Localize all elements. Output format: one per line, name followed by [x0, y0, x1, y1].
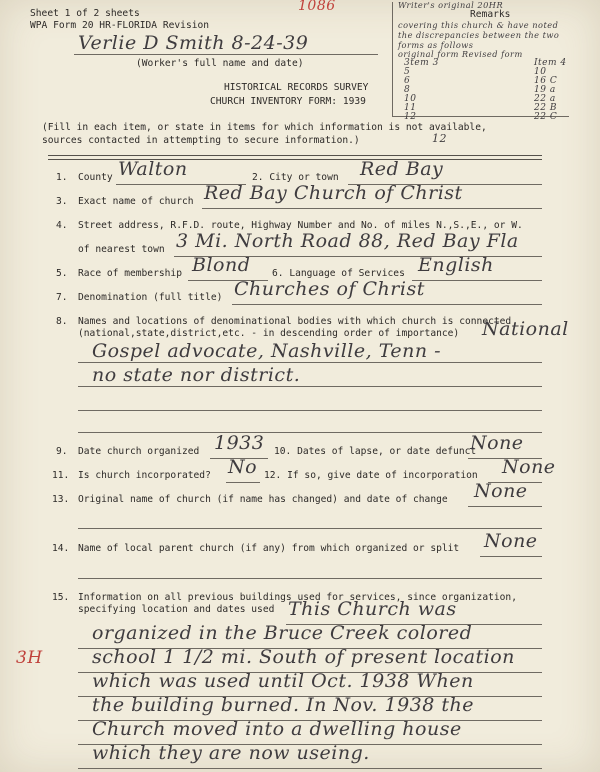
item-13-num: 13. [52, 494, 70, 505]
remarks-label: Remarks [470, 9, 511, 20]
item-14-label: Name of local parent church (if any) from which organized or split [78, 543, 460, 554]
item-8-value-1: National [482, 318, 569, 340]
remarks-pair-original: 12 [404, 112, 417, 122]
remarks-pair-revised: Item 4 [534, 58, 567, 68]
item-14-num: 14. [52, 543, 70, 554]
item-11-value: No [228, 456, 258, 478]
item-3-value: Red Bay Church of Christ [204, 182, 463, 204]
remarks-pair-revised: 22 a [534, 94, 556, 104]
remarks-pair-original: 8 [404, 85, 411, 95]
item-9-label: Date church organized [78, 446, 200, 457]
worker-signature: Verlie D Smith 8-24-39 [78, 32, 309, 54]
form-label: WPA Form 20 HR-FLORIDA Revision [30, 20, 210, 31]
item-8-label: Names and locations of denominational bodies with which church is connected [78, 316, 512, 327]
instructions-line-2: sources contacted in attempting to secure information.) [42, 135, 360, 146]
item-15-line: This Church was [288, 598, 457, 620]
item-3-label: Exact name of church [78, 196, 194, 207]
remarks-note-4: forms as follows [398, 40, 474, 50]
item-7-label: Denomination (full title) [78, 292, 223, 303]
item-7-value: Churches of Christ [234, 278, 425, 300]
item-2-label: 2. City or town [252, 172, 339, 183]
item-1-value: Walton [118, 158, 188, 180]
sheet-label: Sheet 1 of 2 sheets [30, 8, 140, 19]
item-15-line: school 1 1/2 mi. South of present location [92, 646, 515, 668]
item-5-num: 5. [56, 268, 68, 279]
item-15-label: Information on all previous buildings used for services, since organization, [78, 592, 517, 603]
remarks-pair-revised: 10 [534, 67, 547, 77]
instructions-line-1: (Fill in each item, or state in items for which information is not available, [42, 122, 487, 133]
item-6-value: English [418, 254, 494, 276]
remarks-pair-original: 5 [404, 67, 411, 77]
remarks-pair-original: 6 [404, 76, 411, 86]
item-3-num: 3. [56, 196, 68, 207]
item-4-num: 4. [56, 220, 68, 231]
item-8-num: 8. [56, 316, 68, 327]
remarks-note-2: covering this church & have noted [398, 20, 559, 30]
remarks-pair-original: 10 [404, 94, 417, 104]
item-15-line: which they are now useing. [92, 742, 370, 764]
item-10-value: None [470, 432, 524, 454]
item-15-label-2: specifying location and dates used [78, 604, 275, 615]
item-10-label: 10. Dates of lapse, or date defunct [274, 446, 477, 457]
worker-label: (Worker's full name and date) [136, 58, 304, 69]
remarks-note-5: original form Revised form [398, 49, 523, 59]
item-9-value: 1933 [214, 432, 265, 454]
remarks-pair-original: 11 [404, 103, 417, 113]
stamp-number: 1086 [298, 0, 336, 14]
item-6-label: 6. Language of Services [272, 268, 405, 279]
item-8-value-2: Gospel advocate, Nashville, Tenn - [92, 340, 442, 362]
item-8-label-2: (national,state,district,etc. - in descending order of importance) [78, 328, 460, 339]
item-11-num: 11. [52, 470, 70, 481]
remarks-pair-revised: 22 B [534, 103, 557, 113]
margin-mark: 3H [16, 648, 43, 668]
item-15-num: 15. [52, 592, 70, 603]
item-15-line: the building burned. In Nov. 1938 the [92, 694, 475, 716]
item-8-value-3: no state nor district. [92, 364, 301, 386]
item-14-value: None [484, 530, 538, 552]
remarks-pair-revised: 22 C [534, 112, 558, 122]
item-1-label: County [78, 172, 113, 183]
item-13-value: None [474, 480, 528, 502]
remarks-pair-revised: 19 a [534, 85, 556, 95]
item-9-num: 9. [56, 446, 68, 457]
item-11-label: Is church incorporated? [78, 470, 211, 481]
item-15-line: organized in the Bruce Creek colored [92, 622, 473, 644]
item-7-num: 7. [56, 292, 68, 303]
title-line-2: CHURCH INVENTORY FORM: 1939 [210, 96, 366, 107]
item-4-label-2: of nearest town [78, 244, 165, 255]
item-5-value: Blond [192, 254, 251, 276]
remarks-note-1: Writer's original 20HR [398, 0, 504, 10]
item-4-value: 3 Mi. North Road 88, Red Bay Fla [176, 230, 519, 252]
item-5-label: Race of membership [78, 268, 182, 279]
remarks-note-3: the discrepancies between the two [398, 30, 560, 40]
item-13-label: Original name of church (if name has changed) and date of change [78, 494, 448, 505]
item-4-label: Street address, R.F.D. route, Highway Number and No. of miles N.,S.,E., or W. [78, 220, 523, 231]
item-12-value: None [502, 456, 556, 478]
title-line-1: HISTORICAL RECORDS SURVEY [224, 82, 369, 93]
item-1-num: 1. [56, 172, 68, 183]
church-inventory-form: Sheet 1 of 2 sheets WPA Form 20 HR-FLORIDA Revision 1086 Verlie D Smith 8-24-39 (Worker's full name and date) HISTORICAL RECORDS SURVEY CHURCH INVENTORY FORM: 1939 Remarks Writer's original 20HR covering this church & have noted the discrepancies between the two forms as follows original form Revised form 3tem 3 Item 4 5 10 6 16 C 8 19 a 10 22 a 11 22 B 12 22 C (Fill in each item, or state in items for which information is not available, sources contacted in attempting to secure information.) 12 1. County Walton 2. City or town Red Bay 3. Exact name of church Red Bay Church of Christ 4. Street address, R.F.D. route, Highway Number and No. of miles N.,S.,E., or W. of nearest town 3 Mi. North Road 88, Red Bay Fla 5. Race of membership Blond 6. Language of Services English 7. Denomination (full title) Churches of Christ 8. Names and locations of denominational bodies with which church is connected (national,state,district,etc. - in descending order of importance) National Gospel advocate, Nashville, Tenn - no state nor district. 9. Date church organized 1933 10. Dates of lapse, or date defunct None 11. Is church incorporated? No 12. If so, give date of incorporation None 13. Original name of church (if name has changed) and date of change None 14. Name of local parent church (if any) from which organized or split None 15. Information on all previous buildings used for services, since organization, specifying location and dates used 3H This Church was organized in the Bruce Creek colored school 1 1/2 mi. South of present location which was used until Oct. 1938 When the building burned. In Nov. 1938 the Church moved into a dwelling house which they are now useing. [0, 0, 600, 772]
item-12-label: 12. If so, give date of incorporation [264, 470, 478, 481]
remarks-pair-revised: 16 C [534, 76, 558, 86]
item-15-line: Church moved into a dwelling house [92, 718, 462, 740]
remarks-pair-original: 3tem 3 [404, 58, 439, 68]
item-2-value: Red Bay [360, 158, 444, 180]
item-15-line: which was used until Oct. 1938 When [92, 670, 474, 692]
